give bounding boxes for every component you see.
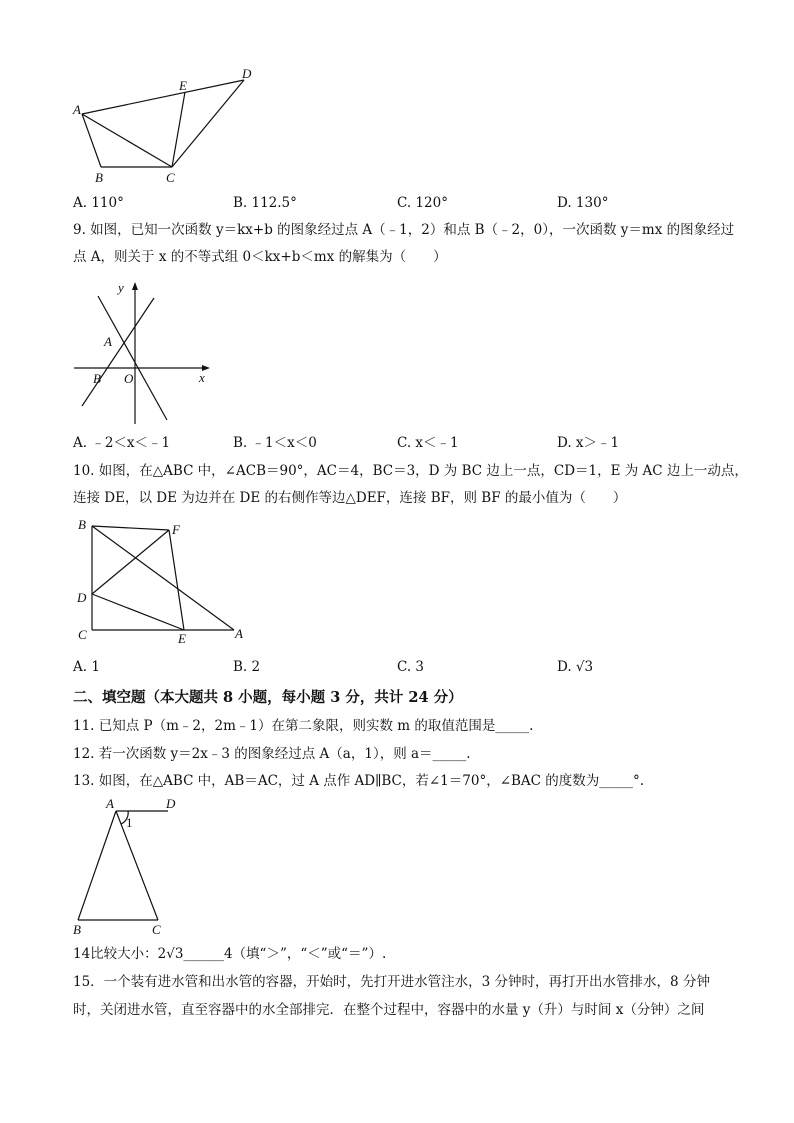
q13-text: 13. 如图，在△ABC 中，AB＝AC，过 A 点作 AD∥BC，若∠1＝70°，∠BAC 的度数为_____°.	[73, 773, 645, 789]
label-c: C	[152, 922, 161, 936]
label-b: B	[78, 517, 86, 532]
q8-option-a: A. 110°	[73, 195, 124, 211]
q9-option-a: A. ﹣2＜x＜﹣1	[73, 435, 171, 451]
q8-option-c: C. 120°	[397, 195, 448, 211]
segment-ac	[116, 811, 158, 920]
label-f: F	[172, 522, 180, 537]
q12-text: 12. 若一次函数 y＝2x﹣3 的图象经过点 A（a，1），则 a＝_____.	[73, 746, 471, 762]
segment-ba	[92, 526, 234, 630]
label-a: A	[73, 102, 81, 117]
label-d: D	[166, 796, 176, 811]
q9-option-c: C. x＜﹣1	[397, 435, 459, 451]
label-a: A	[235, 626, 243, 641]
q15-line-2: 时，关闭进水管，直至容器中的水全部排完．在整个过程中，容器中的水量 y（升）与时间 x（分钟）之间	[73, 1002, 705, 1018]
label-e: E	[179, 78, 187, 93]
label-d: D	[77, 590, 87, 605]
q9-option-d: D. x＞﹣1	[557, 435, 620, 451]
segment-ac	[82, 114, 172, 167]
y-axis-arrow-icon	[132, 282, 138, 290]
segment-ab	[82, 114, 101, 167]
segment-df	[92, 530, 169, 594]
q10-figure	[72, 514, 252, 648]
line-mx	[98, 296, 167, 420]
q8-option-b: B. 112.5°	[233, 195, 297, 211]
q8-figure	[70, 62, 260, 188]
section-2-heading: 二、填空题（本大题共 8 小题，每小题 3 分，共计 24 分）	[73, 689, 463, 706]
label-a: A	[104, 334, 112, 349]
q10-option-c: C. 3	[397, 659, 425, 675]
segment-ce	[172, 92, 185, 167]
label-angle-1: 1	[126, 815, 133, 830]
segment-de	[92, 594, 184, 630]
label-o: O	[124, 371, 134, 386]
q9-line-2: 点 A，则关于 x 的不等式组 0＜kx+b＜mx 的解集为（ ）	[73, 249, 447, 265]
q13-figure	[70, 794, 190, 936]
label-b: B	[73, 922, 81, 936]
segment-ab	[78, 811, 116, 920]
q8-option-d: D. 130°	[557, 195, 609, 211]
label-e: E	[178, 631, 186, 646]
label-b: B	[93, 371, 101, 386]
label-b: B	[95, 170, 103, 185]
label-y: y	[118, 280, 124, 295]
label-c: C	[166, 170, 175, 185]
q9-option-b: B. ﹣1＜x＜0	[233, 435, 317, 451]
q14-text: 14比较大小：2√3______4（填“＞”，“＜”或“＝”）.	[73, 946, 387, 962]
segment-fe	[169, 530, 184, 630]
q10-option-d: D. √3	[557, 659, 594, 675]
q9-figure	[72, 276, 222, 428]
label-d: D	[242, 66, 252, 81]
q10-line-2: 连接 DE，以 DE 为边并在 DE 的右侧作等边△DEF，连接 BF，则 BF 的最小值为（ ）	[73, 490, 627, 506]
q10-option-b: B. 2	[233, 659, 261, 675]
line-kx-plus-b	[82, 298, 154, 406]
label-a: A	[106, 796, 114, 811]
q11-text: 11. 已知点 P（m﹣2，2m﹣1）在第二象限，则实数 m 的取值范围是_____.	[73, 718, 534, 734]
label-x: x	[199, 370, 205, 385]
q15-line-1: 15．一个装有进水管和出水管的容器，开始时，先打开进水管注水，3 分钟时，再打开出水管排水，8 分钟	[73, 974, 710, 990]
segment-bf	[92, 526, 169, 530]
q9-line-1: 9. 如图，已知一次函数 y＝kx+b 的图象经过点 A（﹣1，2）和点 B（﹣2，0），一次函数 y＝mx 的图象经过	[73, 222, 735, 238]
q10-option-a: A. 1	[73, 659, 100, 675]
label-c: C	[78, 627, 87, 642]
q10-line-1: 10. 如图，在△ABC 中，∠ACB＝90°，AC＝4，BC＝3，D 为 BC 边上一点，CD＝1，E 为 AC 边上一动点，	[73, 463, 748, 479]
